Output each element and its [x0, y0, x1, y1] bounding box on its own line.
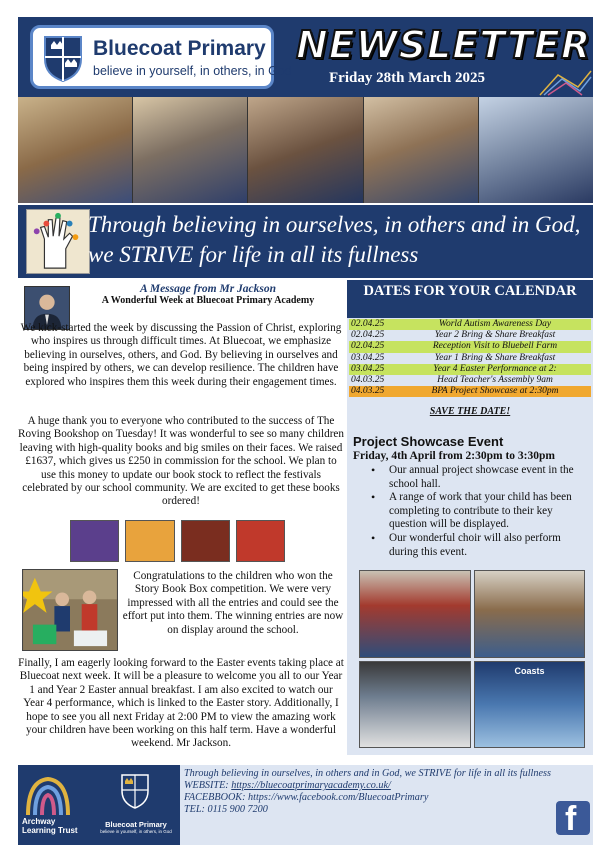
book-cover [236, 520, 285, 562]
competition-photo [22, 569, 118, 651]
message-paragraph: Congratulations to the children who won the Story Book Box competition. We were very impressed with all the entries and could see the effort put into them. The winning entries are now on display around the school. [122, 570, 344, 636]
strapline-banner [18, 205, 593, 278]
tel-number: 0115 900 7200 [207, 804, 268, 815]
calendar-event: Year 4 Easter Performance at 2: [433, 363, 557, 374]
trust-name: Archway Learning Trust [22, 817, 78, 835]
calendar-event: Year 1 Bring & Share Breakfast [434, 352, 556, 363]
classroom-photo-strip [18, 97, 593, 203]
coasts-label: Coasts [514, 665, 545, 676]
facebook-icon[interactable]: f [556, 801, 590, 835]
message-paragraph: We kick-started the week by discussing the Passion of Christ, exploring who inspires us through difficult times. At Bluecoat, we emphasize believing in ourselves, others, and God. By believing in ourselves and being inspired by others, we can develop resilience. The children have explored who inspires them this week during their engagement times. [20, 322, 342, 388]
crest-icon [120, 773, 150, 809]
message-paragraph: Finally, I am eagerly looking forward to the Easter events taking place at Bluecoat next week. It will be a pleasure to welcome you all to our Year 1 and Year 2 Easter annual breakfast. I am also excited to watch our Year 4 performance, which is linked to the Easter story. Additionally, I hope to see you all next Friday at 2:00 PM to view the amazing work your children have been working on this half term. Have a wonderful weekend. Mr Jackson. [18, 657, 344, 750]
headteacher-message [18, 280, 344, 755]
list-item: • A range of work that your child has been completing to contribute to their key question will be displayed. [369, 491, 587, 532]
showcase-photo [359, 570, 471, 658]
classroom-photo [479, 97, 593, 203]
showcase-date: Friday, 4th April from 2:30pm to 3:30pm [353, 450, 555, 462]
calendar-table [349, 319, 591, 397]
calendar-date: 04.03.25 [351, 386, 385, 397]
calendar-row [349, 353, 591, 364]
school-logo[interactable] [30, 25, 292, 89]
message-subtitle: A Wonderful Week at Bluecoat Primary Academy [101, 295, 315, 306]
calendar-title: DATES FOR YOUR CALENDAR [347, 280, 593, 318]
footer-strapline: Through believing in ourselves, in others and in God, we STRIVE for life in all its fullness [184, 768, 551, 779]
calendar-date: 02.04.25 [351, 319, 385, 329]
footer [18, 765, 593, 845]
classroom-photo [364, 97, 479, 203]
book-covers [70, 520, 285, 562]
book-cover [125, 520, 174, 562]
message-paragraph: A huge thank you to everyone who contributed to the success of The Roving Bookshop on Tuesday! It was wonderful to see so many children leaving with high-quality books and big smiles on their faces. We raised £1637, which gives us £250 in commission for the school. We plan to use this money to update our book stock to reflect the festivals celebrated by our school community. We are excited to get these books ordered! [18, 415, 344, 508]
footer-school-name: Bluecoat Primary [105, 820, 167, 829]
archway-logo-icon [22, 775, 74, 815]
book-cover [181, 520, 230, 562]
showcase-photos [359, 570, 585, 748]
classroom-photo [18, 97, 133, 203]
calendar-event: Reception Visit to Bluebell Farm [432, 341, 558, 352]
calendar-date: 03.04.25 [351, 352, 385, 363]
calendar-date: 02.04.25 [351, 330, 385, 341]
calendar-row [349, 330, 591, 341]
list-item: • Our wonderful choir will also perform during this event. [369, 532, 587, 559]
calendar-event: Year 2 Bring & Share Breakfast [434, 330, 556, 341]
showcase-title: Project Showcase Event [353, 434, 504, 449]
save-the-date: SAVE THE DATE! [429, 406, 511, 417]
calendar-row [349, 375, 591, 386]
footer-school-motto: believe in yourself, in others, in God [100, 829, 172, 834]
classroom-photo [248, 97, 363, 203]
website-link[interactable]: https://bluecoatprimaryacademy.co.uk/ [231, 780, 391, 791]
school-motto: believe in yourself, in others, in God [93, 64, 292, 78]
list-item: • Our annual project showcase event in the school hall. [369, 464, 587, 491]
calendar-date: 04.03.25 [351, 374, 385, 385]
facebook-url: https://www.facebook.com/BluecoatPrimary [248, 792, 429, 803]
tel-line [184, 804, 564, 816]
newsletter-title: NEWSLETTER [296, 23, 592, 67]
newsletter-header [18, 17, 593, 97]
showcase-list [369, 464, 587, 559]
crest-icon [41, 33, 85, 83]
calendar-row [349, 364, 591, 375]
showcase-photo [474, 570, 586, 658]
footer-logos [18, 765, 180, 845]
tel-label: TEL: [184, 804, 205, 815]
book-cover [70, 520, 119, 562]
strive-hand-icon [26, 209, 90, 274]
calendar-event: Head Teacher's Assembly 9am [437, 374, 553, 385]
calendar-row [349, 341, 591, 352]
footer-contact [184, 768, 564, 816]
strapline-text: Through believing in ourselves, in others and in God, we STRIVE for life in all its fullness [88, 212, 581, 267]
school-name: Bluecoat Primary [93, 37, 266, 60]
newsletter-date: Friday 28th March 2025 [329, 70, 485, 86]
calendar-event: World Autism Awareness Day [438, 319, 552, 329]
showcase-photo [359, 661, 471, 749]
facebook-line [184, 792, 564, 804]
calendar-date: 03.04.25 [351, 363, 385, 374]
message-title: A Message from Mr Jackson [139, 283, 277, 295]
classroom-photo [133, 97, 248, 203]
calendar-event: BPA Project Showcase at 2:30pm [431, 386, 559, 397]
calendar-row [349, 386, 591, 397]
calendar-date: 02.04.25 [351, 341, 385, 352]
calendar-row [349, 319, 591, 330]
website-label: WEBSITE: [184, 780, 229, 791]
children-photo-icon [23, 570, 117, 650]
facebook-label: FACEBBOOK: [184, 792, 246, 803]
calendar-panel [347, 280, 593, 755]
decorative-lines-icon [538, 67, 593, 97]
website-line [184, 780, 564, 792]
showcase-photo [474, 661, 586, 749]
